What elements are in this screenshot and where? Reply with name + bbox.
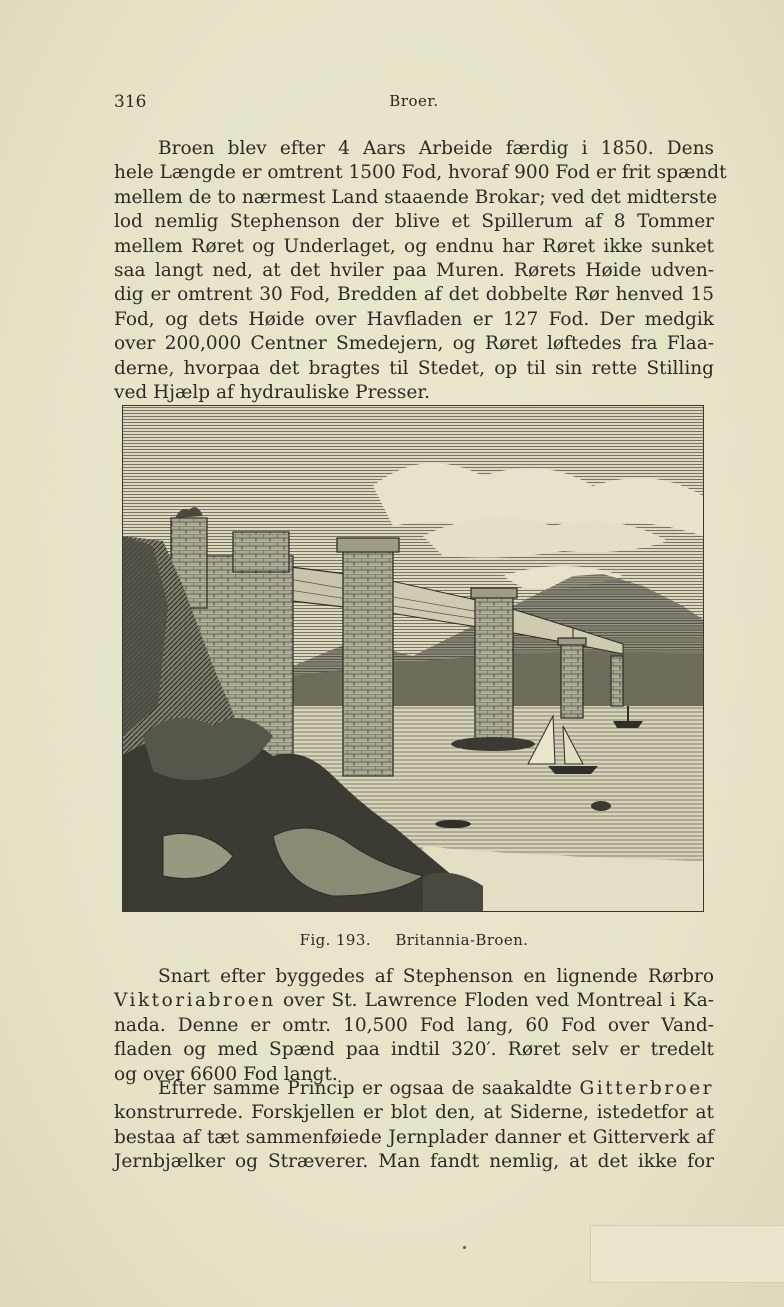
figure-number: Fig. 193. <box>299 931 371 949</box>
library-label-strip <box>590 1225 784 1283</box>
text-line <box>114 989 714 1013</box>
text-line: dig er omtrent 30 Fod, Bredden af det dobbelte Rør henved 15 <box>114 284 714 306</box>
ink-speck <box>463 1246 466 1249</box>
text-line: Broen blev efter 4 Aars Arbeide færdig i 1850. Dens <box>158 138 714 159</box>
emphasized-term: Gitterbroer <box>579 1078 714 1099</box>
text-line: Fod, og dets Høide over Havfladen er 127 Fod. Der medgik <box>114 308 714 330</box>
text-line: mellem de to nærmest Land staaende Brokar; ved det midterste <box>114 186 718 208</box>
text-line <box>114 1077 714 1101</box>
page-number: 316 <box>114 92 147 112</box>
running-title: Broer. <box>389 92 439 110</box>
figure-caption <box>114 931 714 949</box>
text-line: hele Længde er omtrent 1500 Fod, hvoraf 900 Fod er frit spændt <box>114 162 727 184</box>
text-line: mellem Røret og Underlaget, og endnu har Røret ikke sunket <box>114 235 714 257</box>
paragraph-3 <box>114 1077 714 1175</box>
text-line: lod nemlig Stephenson der blive et Spillerum af 8 Tommer <box>114 211 714 233</box>
figure-title: Britannia-Broen. <box>395 931 529 949</box>
britannia-bridge-engraving <box>122 405 704 912</box>
text-line: og over 6600 Fod langt. <box>114 1063 338 1085</box>
text-line: konstrurrede. Forskjellen er blot den, at Siderne, istedetfor at <box>114 1102 714 1124</box>
text-line: over 200,000 Centner Smedejern, og Røret løftedes fra Flaa- <box>114 333 714 355</box>
text-line: saa langt ned, at det hviler paa Muren. Rørets Høide udven- <box>114 260 714 282</box>
paragraph-1 <box>114 137 727 405</box>
text-line: bestaa af tæt sammenføiede Jernplader danner et Gitterverk af <box>114 1126 714 1148</box>
text-line: fladen og med Spænd paa indtil 320′. Røret selv er tredelt <box>114 1039 714 1061</box>
page-header <box>114 92 714 116</box>
paragraph-2 <box>114 965 714 1087</box>
emphasized-term: Viktoriabroen <box>114 990 276 1012</box>
text-fragment: over St. Lawrence Floden ved Montreal i Ka- <box>282 990 714 1012</box>
text-fragment: Efter samme Princip er ogsaa de saakaldte <box>158 1078 572 1099</box>
text-line: derne, hvorpaa det bragtes til Stedet, op til sin rette Stilling <box>114 357 714 379</box>
text-line: nada. Denne er omtr. 10,500 Fod lang, 60 Fod over Vand- <box>114 1014 714 1036</box>
text-line: Jernbjælker og Stræverer. Man fandt nemlig, at det ikke for <box>114 1151 714 1173</box>
text-line: ved Hjælp af hydrauliske Presser. <box>114 382 431 404</box>
text-line: Snart efter byggedes af Stephenson en lignende Rørbro <box>158 966 714 987</box>
